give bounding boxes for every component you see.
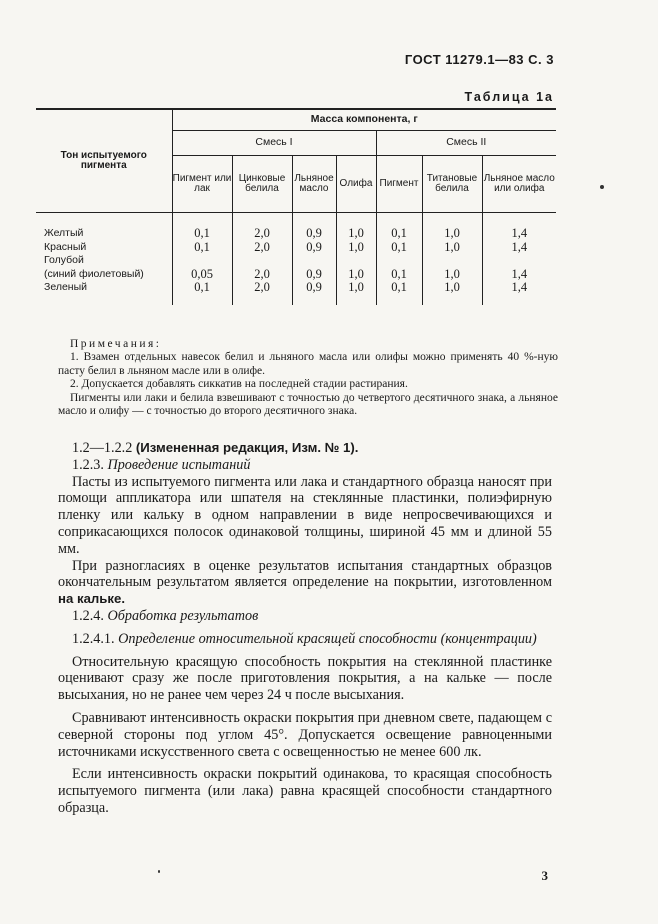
table-cell (422, 254, 482, 268)
table-cell: 1,0 (336, 213, 376, 241)
body-text (58, 440, 552, 817)
table-cell: 0,1 (172, 241, 232, 255)
pigment-name: Зеленый (44, 281, 88, 293)
table-row (36, 254, 556, 268)
mix-2-header: Смесь II (376, 131, 556, 156)
table-cell: 0,1 (376, 268, 422, 282)
paragraph: Относительную красящую способность покрытия на стеклянной пластинке оценивают сразу же после приготовления покрытия, а на кальке — после высыхания, но не ранее чем через 24 ч после высыхания. (58, 653, 552, 704)
table-cell: 0,05 (172, 268, 232, 282)
table-cell: 1,0 (336, 268, 376, 282)
clause-number: 1.2—1.2.2 (72, 440, 133, 456)
table-cell: 0,1 (376, 281, 422, 295)
table-cell: 2,0 (232, 281, 292, 295)
table-cell: 1,0 (422, 213, 482, 241)
clause-1-2-2 (58, 440, 552, 457)
note-item: Пигменты или лаки и белила взвешивают с точностью до четвертого десятичного знака, а льняное масло и олифу — с точностью до второго десятичного знака. (58, 391, 558, 418)
pigment-name: (синий фиолетовый) (44, 267, 144, 280)
clause-number: 1.2.3. (72, 456, 104, 473)
table-cell: 1,0 (422, 268, 482, 282)
column-header: Титановые белила (422, 156, 482, 213)
table-cell: 1,0 (336, 281, 376, 295)
page-number: 3 (541, 868, 548, 883)
table-cell: 0,9 (292, 241, 336, 255)
table-row (36, 213, 556, 241)
notes-title: Примечания: (70, 338, 162, 350)
mass-header: Масса компонента, г (172, 109, 556, 131)
scan-speck (158, 870, 160, 873)
note-item: 1. Взамен отдельных навесок белил и льняного масла или олифы можно применять 40 %-ную пасту белил в льняном масле или в олифе. (58, 351, 558, 377)
column-header: Пигмент или лак (172, 156, 232, 213)
table-cell: 0,1 (172, 281, 232, 295)
table-cell (336, 254, 376, 268)
clause-title: Определение относительной красящей способности (концентрации) (118, 630, 537, 647)
amendment-note: (Измененная редакция, Изм. № 1). (135, 440, 359, 455)
table-cell: 2,0 (232, 268, 292, 282)
clause-1-2-4-1 (58, 631, 552, 648)
table-row (36, 268, 556, 282)
column-header: Льняное масло или олифа (482, 156, 556, 213)
table-spacer (36, 295, 556, 305)
table-cell: 2,0 (232, 213, 292, 241)
column-header: Льняное масло (292, 156, 336, 213)
clause-title: Обработка результатов (107, 607, 259, 624)
clause-number: 1.2.4. (72, 607, 104, 624)
table-cell (482, 254, 556, 268)
table-row (36, 281, 556, 295)
table-cell: 1,4 (482, 281, 556, 295)
clause-1-2-3 (58, 457, 552, 474)
paragraph-text: При разногласиях в оценке результатов испытания стандартных образцов окончательным результатом является определение на покрытии, изготовленном (58, 557, 552, 591)
table-cell: 1,0 (422, 281, 482, 295)
notes-block (58, 338, 558, 418)
table-cell: 0,9 (292, 281, 336, 295)
pigment-name: Голубой (44, 254, 84, 266)
column-header: Пигмент (376, 156, 422, 213)
scan-speck (600, 185, 604, 189)
pigment-name: Красный (44, 240, 87, 253)
data-table (36, 108, 556, 305)
note-item: 2. Допускается добавлять сиккатив на последней стадии растирания. (70, 378, 408, 391)
tone-header: Тон испытуемого пигмента (36, 109, 172, 213)
table-cell (172, 254, 232, 268)
table-cell: 2,0 (232, 241, 292, 255)
paragraph: Если интенсивность окраски покрытий одинакова, то красящая способность испытуемого пигмента (или лака) равна красящей способности стандартного образца. (58, 766, 552, 816)
table-cell (376, 254, 422, 268)
table-cell: 0,9 (292, 213, 336, 241)
table-cell: 1,4 (482, 213, 556, 241)
paragraph-bold: на кальке. (58, 591, 125, 607)
column-header: Цинковые белила (232, 156, 292, 213)
clause-number: 1.2.4.1. (72, 630, 115, 647)
mix-1-header: Смесь I (172, 131, 376, 156)
paragraph: Пасты из испытуемого пигмента или лака и стандартного образца наносят при помощи аппликатора или шпателя на стеклянные пластинки, полиэфирную пленку или кальку в одном направлении в виде непросвечивающихся и соприкасающихся полосок одинаковой толщины, шириной 45 мм и длиной 55 мм. (58, 473, 552, 557)
table-cell: 1,4 (482, 241, 556, 255)
clause-1-2-4 (58, 608, 552, 625)
table-cell: 0,1 (376, 241, 422, 255)
table-cell (232, 254, 292, 268)
table-cell: 0,1 (376, 213, 422, 241)
table-cell: 1,0 (422, 241, 482, 255)
table-cell (292, 254, 336, 268)
table-caption: Таблица 1а (464, 90, 554, 104)
column-header: Олифа (336, 156, 376, 213)
table-cell: 0,1 (172, 213, 232, 241)
paragraph: Сравнивают интенсивность окраски покрытия при дневном свете, падающем с северной стороны под углом 45°. Допускается освещение равноценными источниками искусственного света с освещенностью не менее 600 лк. (58, 709, 552, 760)
pigment-name: Желтый (44, 227, 84, 239)
page-header: ГОСТ 11279.1—83 С. 3 (404, 52, 554, 67)
table-cell: 0,9 (292, 268, 336, 282)
table-cell: 1,0 (336, 241, 376, 255)
table-cell: 1,4 (482, 268, 556, 282)
clause-title: Проведение испытаний (107, 456, 251, 473)
table-row (36, 241, 556, 255)
paragraph (58, 558, 552, 608)
